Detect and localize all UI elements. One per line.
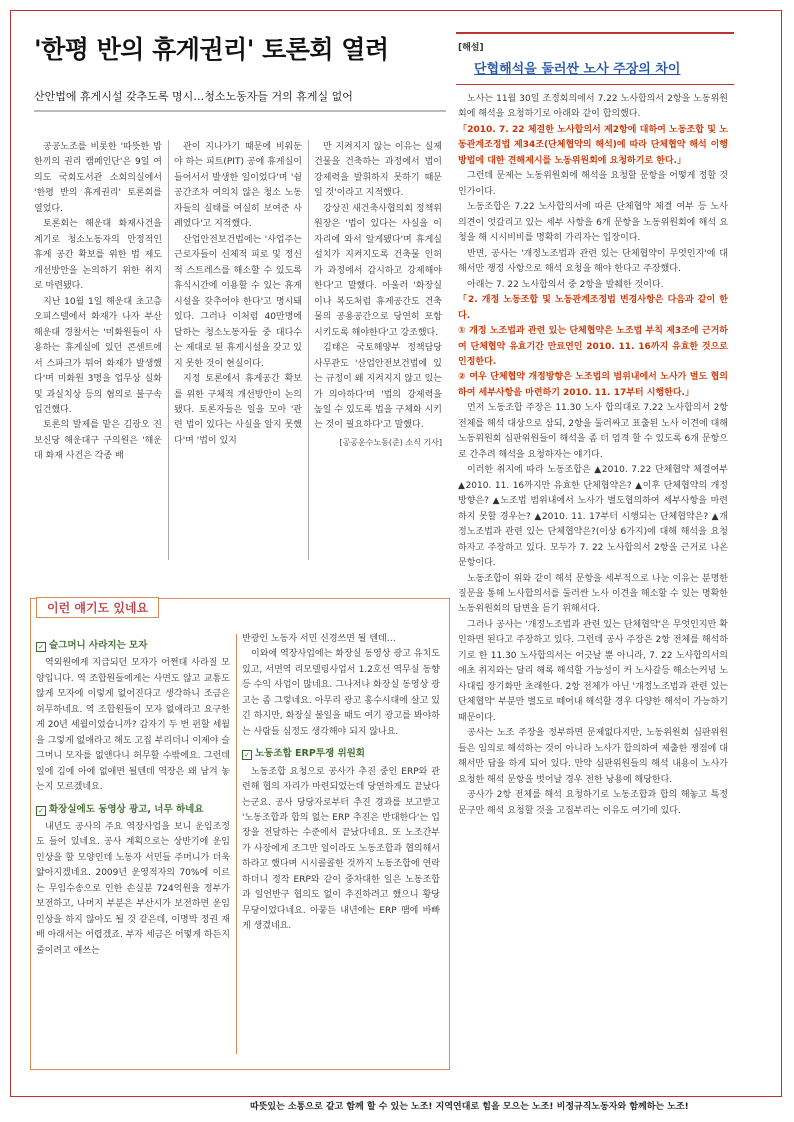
quote-block: 「2. 개정 노동조합 및 노동관계조정법 변경사항은 다음과 같이 한다. ① 개정 노조법과 관련 있는 단체협약은 노조법 부칙 제3조에 근거하여 단체협약 유효기간 만료연인 2010. 11. 16까지 유효한 것으로 인정한다. ② 여우 단체협약 개정방향은 노조법의 범위내에서 노사가 별도 협의하여 세부사항을 마련하기 2010. 11. 17부터 시행한다.」 — [458, 295, 728, 398]
paragraph: 노동조합이 위와 같이 해석 문항을 세부적으로 나눈 이유는 분명한 질문을 통해 노사합의서를 둘러싼 노사 이견을 해소할 수 있는 명확한 노동위원회의 답변을 듣기 위해서다. — [458, 573, 728, 615]
paragraph: 노동조합은 7.22 노사합의서에 따른 단체협약 체결 여부 등 노사 의견이 엇갈리고 있는 세부 사항을 6개 문항을 노동위원회에 해석 요청을 해 시시비비를 명확히 가리자는 입장이다. — [458, 202, 728, 244]
paragraph: 토론회는 해운대 화재사건을 계기로 청소노동자의 안정적인 휴게 공간 확보를 위한 법 제도 개선방안을 논의하기 위한 취지로 마련됐다. — [34, 219, 162, 292]
sidebar-column-1 — [36, 632, 230, 959]
article-column-3 — [314, 140, 442, 450]
paragraph: 산업안전보건법에는 '사업주는 근로자들이 신체적 피로 및 정신적 스트레스를 해소할 수 있도록 휴식시간에 이용할 수 있는 휴게시설을 갖추어야 한다'고 명시돼 있다. 그러나 이처럼 40만명에 달하는 청소노동자들 중 대다수는 제대로 된 휴게시설을 갖고 있지 못한 것이 현실이다. — [174, 234, 302, 369]
paragraph: 이와에 역장사업에는 화장실 동영상 광고 유치도 있고, 서면역 리모델링사업서 1.2호선 역무실 동향 등 수익 사업이 많네요. 그나저나 화장실 동영상 광고는 좀 그렇네요. 아무리 광고 홍수시대에 살고 있긴 하지만, 화장실 볼일을 때도 여기 광고를 봐야하는 사람들 심정도 생각해야 되지 않나요. — [242, 649, 440, 737]
paragraph: 내년도 공사의 주요 역장사업을 보니 운임조정도 들어 있네요. 공사 계획으로는 상반기에 운임 인상을 할 모양인데 노동자 서민들 주머니가 더욱 얇아지겠네요. 2009년 운영적자의 70%에 이르는 무임수송으로 인한 손실분 724억원을 정부가 보전하고, 나머지 부분은 부산시가 보전하면 운임 인상을 하지 않아도 될 것 같은데, 이명박 정권 재배 아래서는 어렵겠죠. 부자 세금은 어떻게 하든지 줄이려고 애쓰는 — [36, 821, 230, 956]
paragraph: 이러한 취지에 따라 노동조합은 ▲2010. 7.22 단체협약 체결여부 ▲2010. 11. 16까지만 유효한 단체협약은? ▲이후 단체협약의 개정방향은? ▲노조법 범위내에서 노사가 별도협의하여 세부사항을 마련하지 못할 경우는? ▲2010. 11. 17부터 시행되는 단체협약은? ▲개정노조법과 관련 있는 단체협약은?(이상 6가지)에 대해 해석을 요청하자고 주장하고 있다. 모두가 7. 22 노사합의서 2항을 근거로 나온 문항이다. — [458, 465, 728, 569]
paragraph: 김태은 국토해양부 정책담당 사무관도 '산업안전보건법에 있는 규정이 왜 지켜지지 않고 있는가 의아하다'며 '법의 강제력을 높일 수 있도록 법을 구체화 시키는 것이 필요하다'고 말했다. — [314, 343, 442, 431]
paragraph: 공사는 노조 주장을 정부하면 문제없다지만, 노동위원회 심판위원들은 임의로 해석하는 것이 아니라 노사가 합의하여 제출한 쟁점에 대해서만 답을 하게 되어 있다. 만약 심판위원들의 해석 내용이 노사가 요청한 해석 문항을 벗어날 경우 전한 낭용에 해당한다. — [458, 728, 728, 785]
paragraph: 그런데 문제는 노동위원회에 해석을 요청할 문항을 어떻게 정할 것인가이다. — [458, 171, 728, 197]
sidebar-box-title: 이런 얘기도 있네요 — [36, 597, 159, 618]
column-divider — [308, 140, 309, 560]
analysis-top-rule — [456, 32, 734, 34]
article-column-2 — [174, 140, 302, 449]
paragraph: 만 지켜지지 않는 이유는 실제 건물을 건축하는 과정에서 법이 강제력을 발휘하지 못하기 때문일 것'이라고 지적했다. — [314, 142, 442, 199]
column-divider — [168, 140, 169, 560]
paragraph: 토론의 발제를 맡은 김광오 진보신당 해운대구 구의원은 '해운대 화재 사건은 각종 배 — [34, 420, 162, 462]
quote-block: 「2010. 7. 22 체결한 노사합의서 제2항에 대하여 노동조합 및 노동관계조정법 제34조(단체협약의 해석)에 따라 단체협약 해석 이행방법에 대한 견해제시를 노동위원회에 요청하기로 한다.」 — [458, 124, 728, 166]
analysis-body — [458, 92, 728, 819]
section-heading: ✓ 화장실에도 동영상 광고, 너무 하네요 — [36, 802, 230, 818]
paragraph: 반광인 노동자 서민 신경쓰면 될 텐데… — [242, 634, 396, 644]
paragraph: 아래는 7. 22 노사합의서 중 2항을 발췌한 것이다. — [467, 279, 664, 290]
paragraph: 노사는 11월 30일 조정회의에서 7.22 노사합의서 2항을 노동위원회에 해석을 요청하기로 아래와 같이 합의했다. — [458, 94, 728, 120]
paragraph: 그러나 공사는 '개정노조법과 관련 있는 단체협약'은 무엇인지만 확인하면 된다고 주장하고 있다. 그런데 공사 주장은 2항 전체를 해석하기로 한 11.30 노사합의서는 어긋날 뿐 아니라, 7. 22 노사합의서의 애초 취지와는 달리 해록 해석할 가능성이 커 노사갈등 해소는커녕 노사대립 장기화만 초래한다. 2항 전체가 아닌 '개정노조법과 관련 있는 단체협약' 부분만 별도로 떼어내 해석할 경우 다양한 해석이 가능하기 때문이다. — [458, 619, 728, 723]
column-divider — [236, 634, 237, 1054]
article-column-1 — [34, 140, 162, 465]
checkbox-icon: ✓ — [242, 750, 252, 760]
paragraph: 노동조합 요청으로 공사가 추진 중인 ERP와 관련해 협의 자리가 마련되었는데 당연하게도 끝났다는군요. 공사 당당자로부터 추진 경과를 보고받고 '노동조합과 합의 없는 ERP 추진은 반대한다'는 입장을 전달하는 수준에서 끝났다네요. 또 노조간부가 사장에게 조그만 일이라도 노동조합과 협의해서 하라고 했다며 시시콜콜한 것까지 노동조합에 연락하더니 정작 ERP와 같이 중차대한 일은 노동조합과 일언반구 협의도 없이 추진하려고 했으니 황당 무당이었다네요. 아뭏든 내년에는 ERP 땜에 바빠게 생겼네요. — [242, 766, 440, 932]
checkbox-icon: ✓ — [36, 806, 46, 816]
paragraph: 공공노조를 비롯한 '따뜻한 밥한끼의 권리 캠페인단'은 9일 여의도 국회도서관 소회의실에서 '한평 반의 휴게권리' 토론회를 열었다. — [34, 142, 162, 214]
article-credit: [공공운수노동(준) 소식 기사] — [339, 437, 442, 447]
footer-slogan: 따뜻있는 소통으로 같고 함께 할 수 있는 노조! 지역연대로 힘을 모으는 노조! 비정규직노동자와 함께하는 노조! — [250, 1102, 689, 1112]
analysis-title-rule — [456, 84, 734, 85]
paragraph: 지난 10월 1일 해운대 초고층 오피스텔에서 화재가 나자 부산 해운대 경찰서는 '미화원들이 사용하는 휴게실에 있던 콘센트에서 스파크가 튀어 화재가 발생했다'며 미화원 3명을 업무상 실화 및 과실치상 등의 혐의로 불구속 입건했다. — [34, 296, 162, 415]
article-subheadline: 산안법에 휴게시설 갖추도록 명시…청소노동자들 거의 휴게실 없어 — [34, 90, 353, 103]
section-heading: ✓ 노동조합 ERP투쟁 위원회 — [242, 746, 440, 762]
paragraph: 관이 지나가기 때문에 비워둔 야 하는 피트(PIT) 공에 휴게실이 들어서서 발생한 일이었다'며 '쉼 공간조차 여의치 않은 청소 노동자들의 실태를 여실히 보여준 사례였다'고 지적했다. — [174, 142, 302, 230]
paragraph: 지정 토론에서 휴게공간 확보를 위한 구체적 개선방안이 논의됐다. 토론자들은 일을 모아 '관련 법이 있다는 사실을 알지 못했다'며 '법이 있지 — [174, 374, 302, 446]
article-headline: '한평 반의 휴게권리' 토론회 열려 — [34, 35, 389, 64]
checkbox-icon: ✓ — [36, 642, 46, 652]
paragraph: 먼저 노동조합 주장은 11.30 노사 합의대로 7.22 노사합의서 2항 전체를 해석 대상으로 삼되, 2항을 둘러싸고 표출된 노사 이견에 대해 노동위원회 심판위원들이 해석을 좀 더 엄격 할 수 있도록 6개 문항으로 간추려 해석을 요청하자는 얘기다. — [458, 403, 728, 460]
analysis-tag: [해설] — [458, 43, 484, 53]
paragraph: 공사가 2항 전체를 해석 요청하기로 노동조합과 합의 해놓고 특정 문구만 해석 요청할 것을 고집부리는 이유도 여기에 있다. — [458, 790, 728, 816]
paragraph: 반면, 공사는 '개정노조법과 관련 있는 단체협약이 무엇인지'에 대해서만 쟁정 사항으로 해석 요청을 해야 한다고 주장했다. — [458, 248, 728, 275]
headline-divider — [34, 110, 446, 112]
paragraph: 강상진 새건축사협의회 정책위원장은 '법이 있다는 사실을 이 자리에 와서 알게됐다'며 휴게실 설치가 지켜지도록 건축물 인허가 과정에서 감시하고 강제해야한다'고 말했다. 아울러 '화장실이나 복도처럼 휴게공간도 건축물의 공용공간으로 당연히 포함시키도록 해야한다'고 강조했다. — [314, 203, 442, 338]
analysis-title: 단협해석을 둘러싼 노사 주장의 차이 — [474, 62, 681, 77]
paragraph: 역외원에게 지급되던 모자가 어쩐대 사라질 모양입니다. 역 조합원들에게는 사면도 않고 교통도 않게 모자에 이렇게 없어진다고 생각하니 조금은 허무하네요. 역 조합원들이 모자 없애라고 요구한 게 20년 세월이었습니까? 갑자기 두 번 펀할 세월을 그렇게 없애라고 해도 고집 부리더니 이제야 슬그머니 모자를 없앤다니 허무할 수밖에요. 그런데 일에 김에 아에 없애면 될텐데 역장은 왜 남겨 놓는지 모르겠네요. — [36, 658, 230, 793]
sidebar-column-2 — [242, 632, 440, 935]
section-heading: ✓ 슬그머니 사라지는 모자 — [36, 638, 230, 654]
